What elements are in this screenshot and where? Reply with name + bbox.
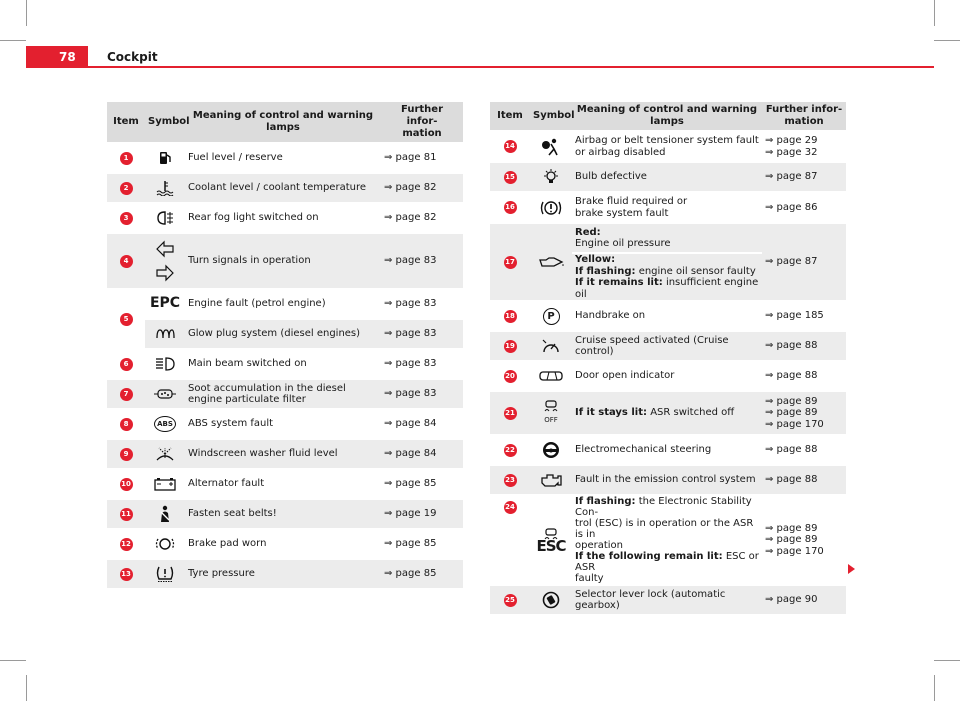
table-row bbox=[107, 319, 463, 349]
glow-plug-icon bbox=[145, 319, 185, 349]
col-item: Item bbox=[107, 102, 145, 143]
item-badge: 18 bbox=[504, 310, 517, 323]
col-item: Item bbox=[490, 102, 530, 131]
crop-mark bbox=[934, 40, 960, 41]
page-ref-link[interactable]: ⇒ page 29 ⇒ page 32 bbox=[762, 131, 846, 162]
page-ref-link[interactable]: ⇒ page 83 bbox=[381, 379, 463, 409]
page-ref-link[interactable]: ⇒ page 88 bbox=[762, 435, 846, 465]
item-badge: 4 bbox=[120, 255, 133, 268]
item-badge: 25 bbox=[504, 594, 517, 607]
airbag-icon bbox=[530, 131, 572, 162]
item-badge: 11 bbox=[120, 508, 133, 521]
item-badge: 19 bbox=[504, 340, 517, 353]
item-badge: 10 bbox=[120, 478, 133, 491]
col-meaning: Meaning of control and warning lamps bbox=[572, 102, 762, 131]
esc-flashing-label: If flashing: bbox=[575, 496, 636, 507]
table-row bbox=[107, 349, 463, 379]
table-row bbox=[107, 203, 463, 233]
handbrake-icon bbox=[530, 301, 572, 331]
meaning-text: Handbrake on bbox=[572, 301, 762, 331]
esc-icon bbox=[530, 495, 572, 585]
item-badge: 24 bbox=[504, 501, 517, 514]
meaning-text: Brake fluid required or brake system fault bbox=[572, 192, 762, 223]
engine-emission-icon bbox=[530, 465, 572, 495]
meaning-text bbox=[572, 223, 762, 253]
page-ref-link[interactable]: ⇒ page 88 bbox=[762, 361, 846, 391]
item-badge: 12 bbox=[120, 538, 133, 551]
item-badge: 1 bbox=[120, 152, 133, 165]
rear-fog-light-icon bbox=[145, 203, 185, 233]
selector-lever-lock-icon bbox=[530, 585, 572, 615]
section-title: Cockpit bbox=[107, 50, 158, 64]
meaning-text: Selector lever lock (automatic gearbox) bbox=[572, 585, 762, 615]
turn-signal-arrows-icon bbox=[145, 233, 185, 289]
table-row bbox=[107, 469, 463, 499]
page-ref-link[interactable]: ⇒ page 83 bbox=[381, 349, 463, 379]
table-row bbox=[490, 301, 846, 331]
item-badge: 7 bbox=[120, 388, 133, 401]
epc-icon bbox=[145, 289, 185, 319]
page-ref-link[interactable]: ⇒ page 82 bbox=[381, 203, 463, 233]
main-beam-icon bbox=[145, 349, 185, 379]
battery-icon bbox=[145, 469, 185, 499]
table-row bbox=[107, 233, 463, 289]
meaning-text: Tyre pressure bbox=[185, 559, 381, 589]
col-meaning: Meaning of control and warning lamps bbox=[185, 102, 381, 143]
page-ref-link[interactable]: ⇒ page 83 bbox=[381, 233, 463, 289]
tyre-pressure-icon bbox=[145, 559, 185, 589]
page-ref-link[interactable]: ⇒ page 84 bbox=[381, 409, 463, 439]
col-symbol: Symbol bbox=[530, 102, 572, 131]
page-ref-link[interactable]: ⇒ page 89 ⇒ page 89 ⇒ page 170 bbox=[762, 391, 846, 435]
meaning-text: Bulb defective bbox=[572, 162, 762, 192]
item-badge: 20 bbox=[504, 370, 517, 383]
crop-mark bbox=[934, 675, 935, 701]
page-ref-link[interactable]: ⇒ page 83 bbox=[381, 289, 463, 319]
crop-mark bbox=[0, 660, 26, 661]
item-badge: 5 bbox=[120, 313, 133, 326]
meaning-text: ABS system fault bbox=[185, 409, 381, 439]
table-row bbox=[107, 529, 463, 559]
table-row bbox=[490, 131, 846, 162]
table-row bbox=[490, 192, 846, 223]
table-row bbox=[107, 499, 463, 529]
item-badge: 6 bbox=[120, 358, 133, 371]
page-ref-link[interactable]: ⇒ page 85 bbox=[381, 559, 463, 589]
meaning-text: Engine fault (petrol engine) bbox=[185, 289, 381, 319]
meaning-text: Glow plug system (diesel engines) bbox=[185, 319, 381, 349]
table-row bbox=[490, 435, 846, 465]
bulb-icon bbox=[530, 162, 572, 192]
page-number: 78 bbox=[26, 46, 88, 68]
red-label: Red: bbox=[575, 226, 601, 238]
item-badge: 8 bbox=[120, 418, 133, 431]
meaning-text: Cruise speed activated (Cruise control) bbox=[572, 331, 762, 361]
meaning-text: Fault in the emission control system bbox=[572, 465, 762, 495]
stays-lit-label: If it stays lit: bbox=[575, 407, 648, 419]
table-row bbox=[107, 409, 463, 439]
table-row bbox=[490, 495, 846, 585]
page-ref-link[interactable]: ⇒ page 85 bbox=[381, 469, 463, 499]
table-row bbox=[107, 289, 463, 319]
header-rule bbox=[88, 66, 934, 68]
item-badge: 15 bbox=[504, 171, 517, 184]
crop-mark bbox=[934, 0, 935, 26]
meaning-text: Coolant level / coolant temperature bbox=[185, 173, 381, 203]
meaning-text bbox=[572, 391, 762, 435]
meaning-text: Rear fog light switched on bbox=[185, 203, 381, 233]
page-ref-link[interactable]: ⇒ page 88 bbox=[762, 465, 846, 495]
oil-can-icon bbox=[530, 223, 572, 301]
abs-icon-label: ABS bbox=[154, 416, 176, 432]
item-badge: 22 bbox=[504, 444, 517, 457]
page-ref-link[interactable]: ⇒ page 185 bbox=[762, 301, 846, 331]
page-ref-link[interactable]: ⇒ page 90 bbox=[762, 585, 846, 615]
page-ref-link[interactable]: ⇒ page 84 bbox=[381, 439, 463, 469]
warning-lamps-table-left bbox=[107, 102, 463, 590]
table-row bbox=[490, 391, 846, 435]
handbrake-icon-label: P bbox=[543, 308, 560, 325]
col-further: Further infor- mation bbox=[381, 102, 463, 143]
meaning-text: Alternator fault bbox=[185, 469, 381, 499]
brake-system-icon bbox=[530, 192, 572, 223]
item-badge: 16 bbox=[504, 201, 517, 214]
table-row bbox=[490, 361, 846, 391]
cruise-control-icon bbox=[530, 331, 572, 361]
item-badge: 9 bbox=[120, 448, 133, 461]
meaning-text: Fasten seat belts! bbox=[185, 499, 381, 529]
asr-off-icon bbox=[530, 391, 572, 435]
remains-text: insufficient engine oil bbox=[575, 277, 759, 300]
table-row bbox=[490, 331, 846, 361]
col-further: Further infor- mation bbox=[762, 102, 846, 131]
table-row bbox=[490, 223, 846, 253]
page-ref-link[interactable]: ⇒ page 87 bbox=[762, 162, 846, 192]
item-badge: 21 bbox=[504, 407, 517, 420]
meaning-text: Airbag or belt tensioner system fault or airbag disabled bbox=[572, 131, 762, 162]
meaning-text: Brake pad worn bbox=[185, 529, 381, 559]
page-ref-link[interactable]: ⇒ page 87 bbox=[762, 223, 846, 301]
table-row bbox=[490, 585, 846, 615]
meaning-text: Main beam switched on bbox=[185, 349, 381, 379]
seat-belt-icon bbox=[145, 499, 185, 529]
item-badge: 13 bbox=[120, 568, 133, 581]
item-badge: 3 bbox=[120, 212, 133, 225]
warning-lamps-table-right bbox=[490, 102, 846, 616]
diesel-particulate-filter-icon bbox=[145, 379, 185, 409]
item-badge: 14 bbox=[504, 140, 517, 153]
item-badge: 2 bbox=[120, 182, 133, 195]
meaning-text: Fuel level / reserve bbox=[185, 143, 381, 173]
washer-fluid-icon bbox=[145, 439, 185, 469]
crop-mark bbox=[26, 0, 27, 26]
esc-flashing-text: the Electronic Stability Con- trol (ESC) is in operation or the ASR is in operation bbox=[575, 496, 754, 551]
meaning-text bbox=[572, 495, 762, 585]
meaning-text: Turn signals in operation bbox=[185, 233, 381, 289]
crop-mark bbox=[934, 660, 960, 661]
table-row bbox=[107, 559, 463, 589]
meaning-text: Windscreen washer fluid level bbox=[185, 439, 381, 469]
esc-remain-text: ESC or ASR faulty bbox=[575, 551, 759, 584]
esc-icon-label: ESC bbox=[536, 536, 566, 555]
table-row bbox=[490, 162, 846, 192]
flashing-text: engine oil sensor faulty bbox=[638, 265, 756, 277]
table-row bbox=[107, 143, 463, 173]
epc-icon-label: EPC bbox=[149, 295, 181, 312]
esc-remain-label: If the following remain lit: bbox=[575, 551, 723, 562]
asr-off-text: ASR switched off bbox=[650, 407, 735, 419]
page-ref-link[interactable]: ⇒ page 82 bbox=[381, 173, 463, 203]
meaning-text: Door open indicator bbox=[572, 361, 762, 391]
meaning-text: Soot accumulation in the diesel engine particulate filter bbox=[185, 379, 381, 409]
brake-pad-icon bbox=[145, 529, 185, 559]
abs-icon bbox=[145, 409, 185, 439]
fuel-pump-icon bbox=[145, 143, 185, 173]
item-badge: 23 bbox=[504, 474, 517, 487]
table-row bbox=[107, 173, 463, 203]
page-ref-link[interactable]: ⇒ page 85 bbox=[381, 529, 463, 559]
crop-mark bbox=[26, 675, 27, 701]
page-ref-link[interactable]: ⇒ page 86 bbox=[762, 192, 846, 223]
table-row bbox=[107, 439, 463, 469]
continue-arrow-icon bbox=[848, 564, 855, 574]
oil-pressure-text: Engine oil pressure bbox=[575, 238, 671, 249]
table-row bbox=[107, 379, 463, 409]
crop-mark bbox=[0, 40, 26, 41]
remains-label: If it remains lit: bbox=[575, 277, 663, 288]
yellow-label: Yellow: bbox=[575, 254, 616, 265]
asr-off-label: OFF bbox=[544, 416, 558, 425]
page-ref-link[interactable]: ⇒ page 81 bbox=[381, 143, 463, 173]
meaning-text: Electromechanical steering bbox=[572, 435, 762, 465]
page-ref-link[interactable]: ⇒ page 89 ⇒ page 89 ⇒ page 170 bbox=[762, 495, 846, 585]
coolant-temperature-icon bbox=[145, 173, 185, 203]
meaning-text bbox=[572, 253, 762, 301]
page-ref-link[interactable]: ⇒ page 83 bbox=[381, 319, 463, 349]
flashing-label: If flashing: bbox=[575, 265, 636, 277]
page-ref-link[interactable]: ⇒ page 88 bbox=[762, 331, 846, 361]
table-row bbox=[490, 465, 846, 495]
door-open-icon bbox=[530, 361, 572, 391]
page-ref-link[interactable]: ⇒ page 19 bbox=[381, 499, 463, 529]
steering-wheel-icon bbox=[530, 435, 572, 465]
item-badge: 17 bbox=[504, 256, 517, 269]
col-symbol: Symbol bbox=[145, 102, 185, 143]
